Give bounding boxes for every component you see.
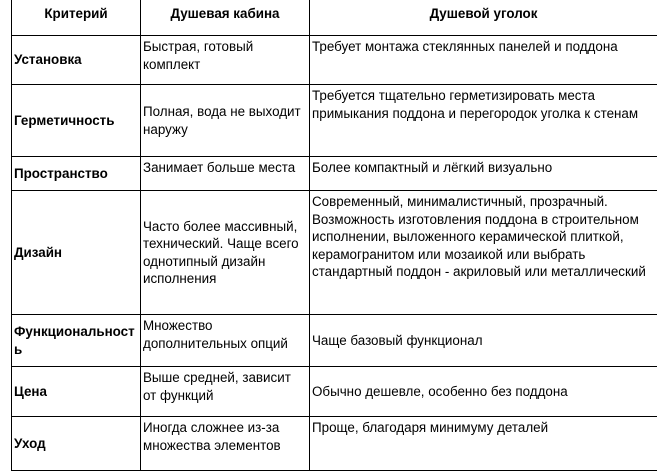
cabin-cell: Множество дополнительных опций: [141, 315, 310, 367]
table-row-sealing: [12, 85, 657, 157]
header-shower-cabin: Душевая кабина: [141, 0, 310, 36]
corner-cell: Требует монтажа стеклянных панелей и поддона: [310, 36, 657, 85]
corner-cell: Проще, благодаря минимуму деталей: [310, 417, 657, 471]
criterion-cell: Цена: [12, 367, 141, 417]
corner-cell: Чаще базовый функционал: [310, 315, 657, 367]
criterion-cell: Пространство: [12, 157, 141, 191]
table-row-functionality: [12, 315, 657, 367]
cabin-cell: Иногда сложнее из-за множества элементов: [141, 417, 310, 471]
criterion-cell: Уход: [12, 417, 141, 471]
cabin-cell: Выше средней, зависит от функций: [141, 367, 310, 417]
header-row: [12, 0, 657, 36]
criterion-cell: Функциональность: [12, 315, 141, 367]
corner-cell: Более компактный и лёгкий визуально: [310, 157, 657, 191]
criterion-cell: Герметичность: [12, 85, 141, 157]
header-criterion: Критерий: [12, 0, 141, 36]
cabin-cell: Полная, вода не выходит наружу: [141, 85, 310, 157]
criterion-cell: Дизайн: [12, 191, 141, 315]
cabin-cell: Занимает больше места: [141, 157, 310, 191]
table-row-price: [12, 367, 657, 417]
cabin-cell: Часто более массивный, технический. Чаще всего однотипный дизайн исполнения: [141, 191, 310, 315]
corner-cell: Современный, минималистичный, прозрачный. Возможность изготовления поддона в строительном исполнении, выложенного керамической плиткой, керамогранитом или мозаикой или выбрать стандартный поддон - акриловый или металлический: [310, 191, 657, 315]
corner-cell: Обычно дешевле, особенно без поддона: [310, 367, 657, 417]
table-row-installation: [12, 36, 657, 85]
cabin-cell: Быстрая, готовый комплект: [141, 36, 310, 85]
table-row-design: [12, 191, 657, 315]
table-row-space: [12, 157, 657, 191]
criterion-cell: Установка: [12, 36, 141, 85]
corner-cell: Требуется тщательно герметизировать места примыкания поддона и перегородок уголка к стенам: [310, 85, 657, 157]
comparison-table: [11, 0, 657, 471]
table-row-care: [12, 417, 657, 471]
header-shower-corner: Душевой уголок: [310, 0, 657, 36]
